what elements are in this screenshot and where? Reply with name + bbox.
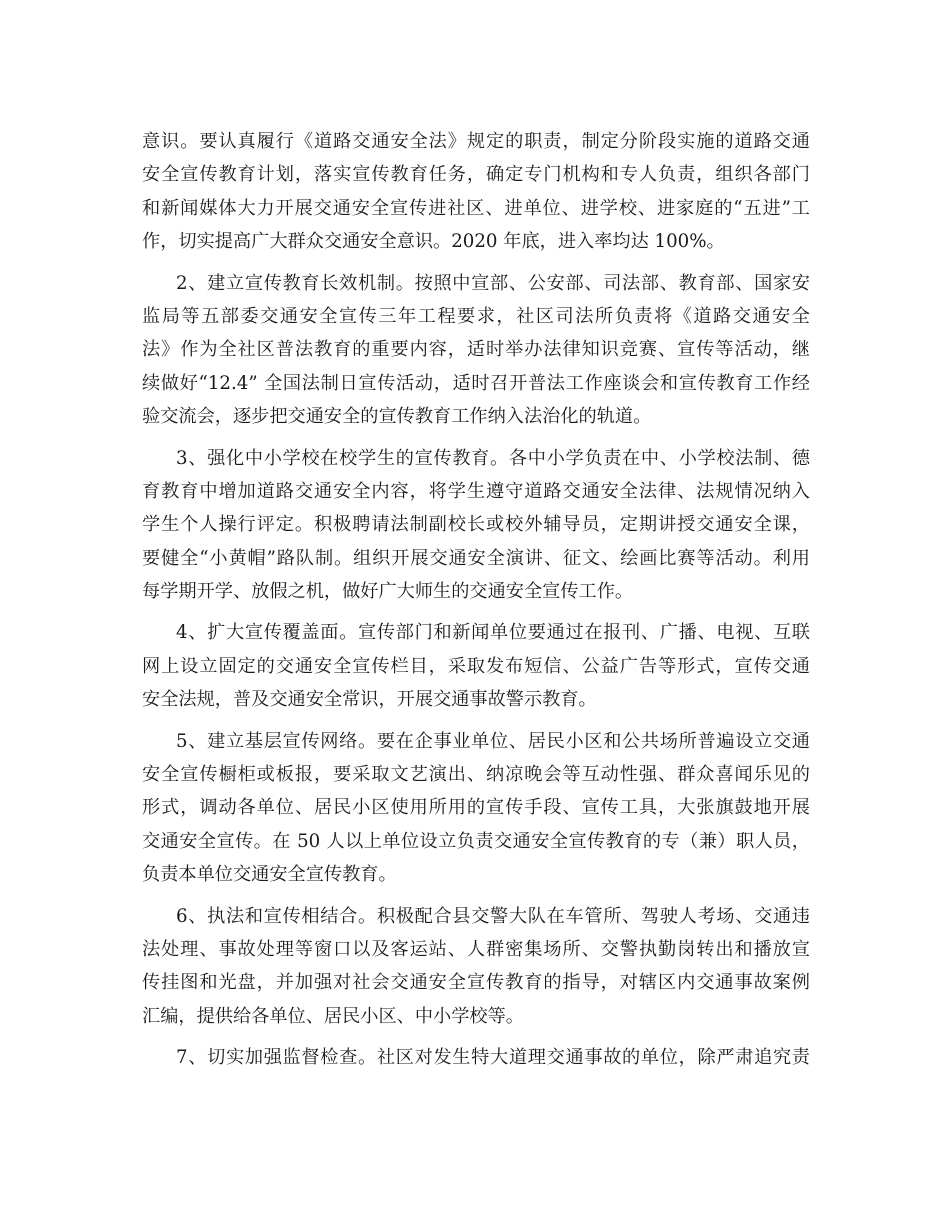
- text-line: 7、切实加强监督检查。社区对发生特大道理交通事故的单位，除严肃追究责: [176, 1047, 810, 1069]
- paragraph-6: [142, 900, 810, 1034]
- text-line: 形式，调动各单位、居民小区使用所用的宣传手段、宣传工具，大张旗鼓地开展: [142, 797, 810, 819]
- text-line: 和新闻媒体大力开展交通安全宣传进社区、进单位、进学校、进家庭的“五进”工: [142, 197, 810, 219]
- text-line: 负责本单位交通安全宣传教育。: [142, 864, 397, 886]
- text-line: 传挂图和光盘，并加强对社会交通安全宣传教育的指导，对辖区内交通事故案例: [142, 972, 810, 994]
- paragraph-2: [142, 267, 810, 434]
- paragraph-3: [142, 442, 810, 609]
- text-line: 网上设立固定的交通安全宣传栏目，采取发布短信、公益广告等形式，宣传交通: [142, 655, 810, 677]
- text-line: 验交流会，逐步把交通安全的宣传教育工作纳入法治化的轨道。: [142, 406, 652, 428]
- text-line: 育教育中增加道路交通安全内容，将学生遵守道路交通安全法律、法规情况纳入: [142, 480, 810, 502]
- text-line: 法》作为全社区普法教育的重要内容，适时举办法律知识竞赛、宣传等活动，继: [142, 339, 810, 361]
- text-line: 学生个人操行评定。积极聘请法制副校长或校外辅导员，定期讲授交通安全课，: [142, 514, 810, 536]
- text-line: 安全宣传橱柜或板报，要采取文艺演出、纳凉晚会等互动性强、群众喜闻乐见的: [142, 764, 810, 786]
- text-line: 安全宣传教育计划，落实宣传教育任务，确定专门机构和专人负责，组织各部门: [142, 164, 810, 186]
- paragraph-4: [142, 616, 810, 716]
- paragraph-continuation: [142, 125, 810, 259]
- text-line: 续做好“12.4” 全国法制日宣传活动，适时召开普法工作座谈会和宣传教育工作经: [142, 372, 810, 394]
- text-line: 3、强化中小学校在校学生的宣传教育。各中小学负责在中、小学校法制、德: [176, 447, 810, 469]
- text-line: 要健全“小黄帽”路队制。组织开展交通安全演讲、征文、绘画比赛等活动。利用: [142, 547, 810, 569]
- text-line: 5、建立基层宣传网络。要在企事业单位、居民小区和公共场所普遍设立交通: [176, 730, 810, 752]
- text-line: 交通安全宣传。在 50 人以上单位设立负责交通安全宣传教育的专（兼）职人员，: [142, 830, 810, 852]
- text-line: 意识。要认真履行《道路交通安全法》规定的职责，制定分阶段实施的道路交通: [142, 131, 810, 152]
- text-line: 4、扩大宣传覆盖面。宣传部门和新闻单位要通过在报刊、广播、电视、互联: [176, 622, 810, 644]
- text-line: 法处理、事故处理等窗口以及客运站、人群密集场所、交警执勤岗转出和播放宣: [142, 938, 810, 960]
- text-line: 每学期开学、放假之机，做好广大师生的交通安全宣传工作。: [142, 581, 634, 603]
- text-line: 2、建立宣传教育长效机制。按照中宣部、公安部、司法部、教育部、国家安: [176, 272, 810, 294]
- text-line: 汇编，提供给各单位、居民小区、中小学校等。: [142, 1005, 524, 1027]
- text-line: 安全法规，普及交通安全常识，开展交通事故警示教育。: [142, 689, 597, 711]
- paragraph-5: [142, 725, 810, 892]
- text-line: 6、执法和宣传相结合。积极配合县交警大队在车管所、驾驶人考场、交通违: [176, 905, 810, 927]
- text-line: 监局等五部委交通安全宣传三年工程要求，社区司法所负责将《道路交通安全: [142, 305, 810, 327]
- text-line: 作，切实提高广大群众交通安全意识。2020 年底，进入率均达 100%。: [142, 231, 725, 253]
- paragraph-7: [142, 1041, 810, 1074]
- document-body: [142, 125, 810, 1083]
